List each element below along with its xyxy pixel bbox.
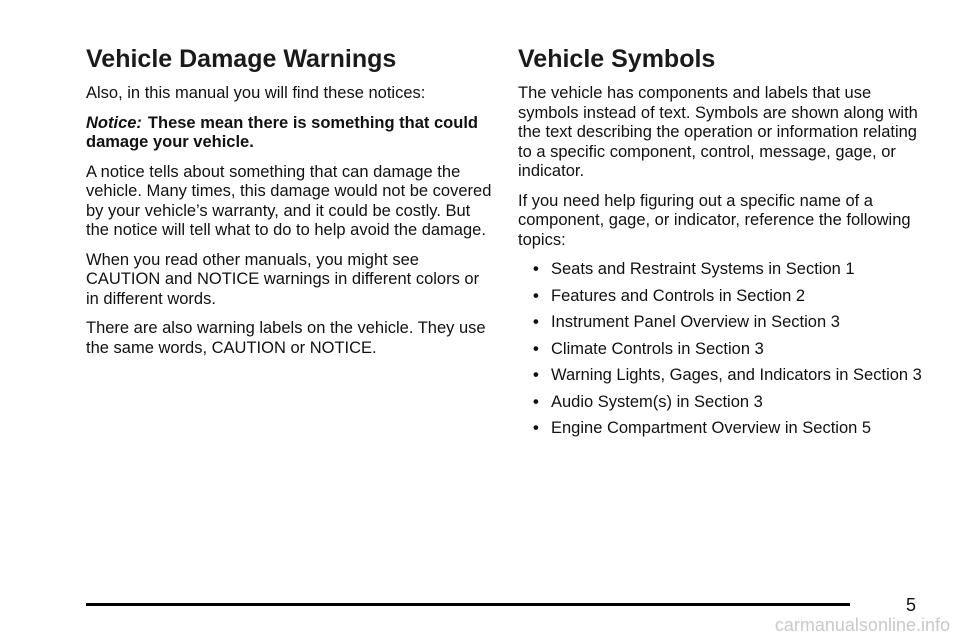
intro-paragraph: Also, in this manual you will find these notices: [86, 84, 426, 102]
bullet-icon: • [533, 286, 539, 305]
bullet-icon: • [533, 366, 539, 384]
topic-text: Instrument Panel Overview in Section 3 [551, 313, 840, 331]
symbols-paragraph: The vehicle has components and labels that use symbols instead of text. Symbols are shown along with the text describing the operation or information relating to a specific component, control, message, gage, or indicator. [518, 84, 918, 180]
notice-paragraph [86, 114, 494, 153]
watermark: carmanualsonline.info [774, 615, 950, 635]
list-item [518, 260, 928, 280]
footer-rule [86, 603, 850, 606]
list-item [518, 287, 928, 307]
vehicle-symbols-heading: Vehicle Symbols [518, 45, 716, 73]
topic-text: Seats and Restraint Systems in Section 1 [551, 260, 855, 278]
right-column [518, 44, 928, 446]
topic-text: Warning Lights, Gages, and Indicators in Section 3 [551, 366, 922, 384]
notice-label: Notice: [86, 113, 142, 132]
warning-labels-paragraph: There are also warning labels on the vehicle. They use the same words, CAUTION or NOTICE. [86, 319, 486, 357]
bullet-icon: • [533, 419, 539, 437]
topic-text: Engine Compartment Overview in Section 5 [551, 419, 872, 437]
bullet-icon: • [533, 260, 539, 278]
list-item [518, 393, 928, 413]
notice-explanation-paragraph: A notice tells about something that can damage the vehicle. Many times, this damage would not be covered by your vehicle’s warranty, and it could be costly. But the notice will tell what to do to help avoid the damage. [86, 162, 492, 239]
list-item [518, 313, 928, 333]
left-column [86, 44, 494, 368]
topic-text: Climate Controls in Section 3 [551, 339, 764, 358]
bullet-icon: • [533, 313, 539, 331]
bullet-icon: • [533, 339, 539, 358]
topics-list [518, 260, 928, 439]
page-number: 5 [906, 595, 917, 615]
reference-paragraph: If you need help figuring out a specific name of a component, gage, or indicator, reference the following topics: [518, 191, 911, 249]
other-manuals-paragraph: When you read other manuals, you might see CAUTION and NOTICE warnings in different colors or in different words. [86, 250, 480, 308]
topic-text: Features and Controls in Section 2 [551, 286, 806, 305]
list-item [518, 366, 928, 386]
bullet-icon: • [533, 392, 539, 411]
list-item [518, 419, 928, 439]
topic-text: Audio System(s) in Section 3 [551, 392, 763, 411]
list-item [518, 340, 928, 360]
damage-warnings-heading: Vehicle Damage Warnings [86, 45, 397, 73]
notice-text: These mean there is something that could damage your vehicle. [86, 113, 478, 151]
